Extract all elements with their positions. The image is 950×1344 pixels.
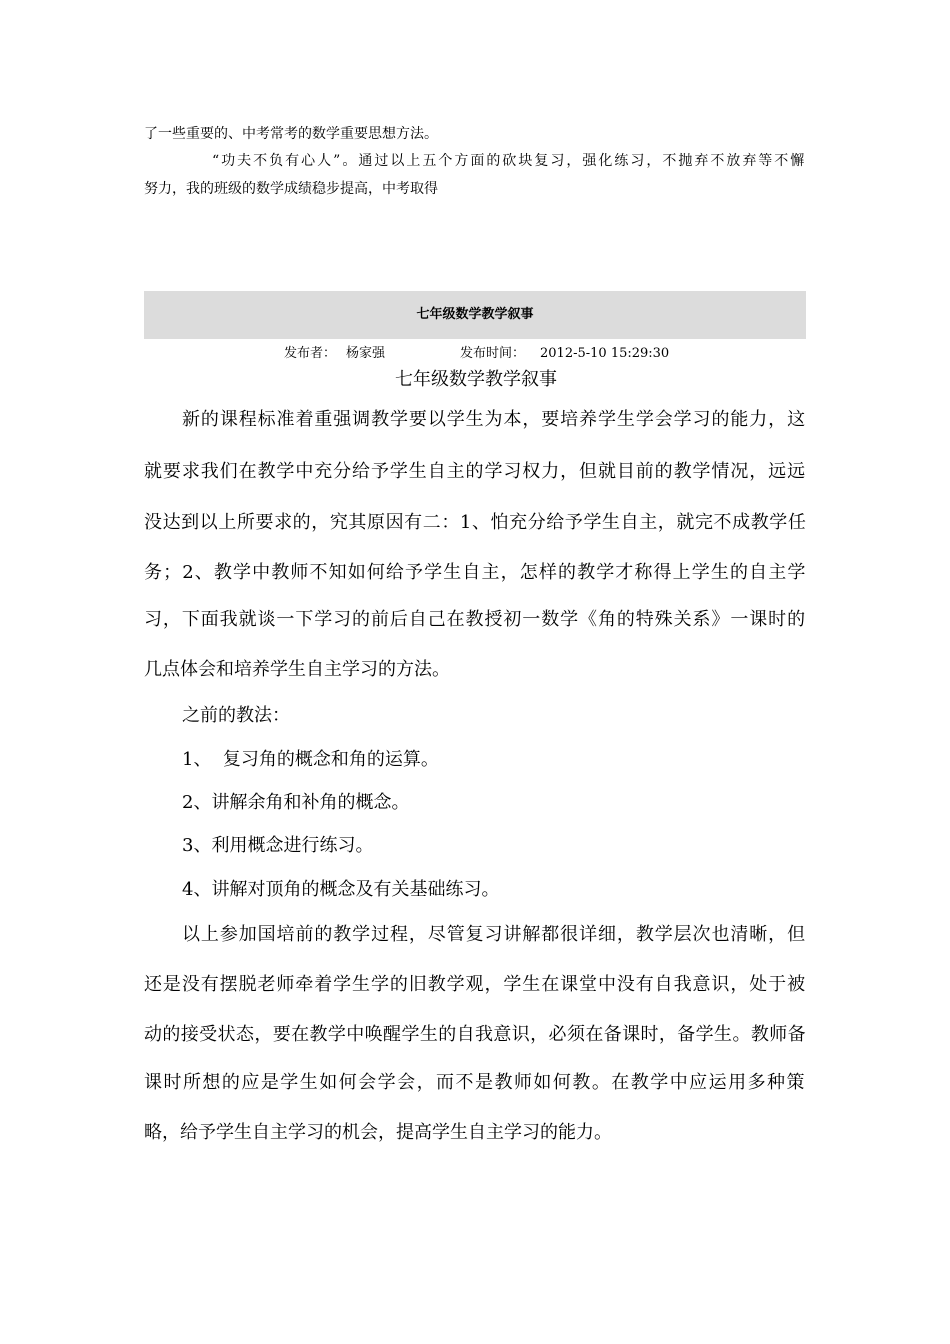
article-header-title: 七年级数学教学叙事	[416, 307, 534, 322]
para2-line-4: 课时所想的应是学生如何会学会，而不是教师如何教。在教学中应运用多种策	[144, 1072, 806, 1093]
para1-line-6: 几点体会和培养学生自主学习的方法。	[144, 659, 450, 680]
para1-line-2: 就要求我们在教学中充分给予学生自主的学习权力，但就目前的教学情况，远远	[144, 461, 806, 482]
continuation-line-2: “功夫不负有心人”。通过以上五个方面的砍块复习，强化练习，不抛弃不放弃等不懈	[212, 153, 807, 169]
publisher-name: 杨家强	[346, 346, 386, 361]
continuation-line-3: 努力，我的班级的数学成绩稳步提高，中考取得	[144, 181, 438, 197]
step-item-2: 2、讲解余角和补角的概念。	[182, 792, 410, 813]
publisher-label: 发布者：	[284, 346, 337, 361]
para1-line-3: 没达到以上所要求的，究其原因有二：1、怕充分给予学生自主，就完不成教学任	[144, 512, 807, 533]
para2-line-3: 动的接受状态，要在教学中唤醒学生的自我意识，必须在备课时，备学生。教师备	[144, 1024, 806, 1045]
continuation-line-1: 了一些重要的、中考常考的数学重要思想方法。	[144, 126, 438, 142]
para1-line-1: 新的课程标准着重强调教学要以学生为本，要培养学生学会学习的能力，这	[182, 409, 806, 430]
publish-time-label: 发布时间：	[460, 346, 526, 361]
para1-line-5: 习，下面我就谈一下学习的前后自己在教授初一数学《角的特殊关系》一课时的	[144, 609, 806, 630]
para2-line-5: 略，给予学生自主学习的机会，提高学生自主学习的能力。	[144, 1122, 612, 1143]
para1-line-4: 务；2、教学中教师不知如何给予学生自主，怎样的教学才称得上学生的自主学	[144, 562, 807, 583]
article-header-bar	[144, 291, 806, 339]
step-item-3: 3、利用概念进行练习。	[182, 835, 374, 856]
before-method-label: 之前的教法：	[182, 705, 290, 726]
step-item-4: 4、讲解对顶角的概念及有关基础练习。	[182, 879, 500, 900]
publish-time: 2012-5-10 15:29:30	[540, 346, 670, 361]
step-item-1: 1、 复习角的概念和角的运算。	[182, 749, 439, 770]
para2-line-2: 还是没有摆脱老师牵着学生学的旧教学观，学生在课堂中没有自我意识，处于被	[144, 974, 806, 995]
article-subtitle: 七年级数学教学叙事	[395, 369, 557, 390]
para2-line-1: 以上参加国培前的教学过程，尽管复习讲解都很详细，教学层次也清晰，但	[182, 924, 806, 945]
